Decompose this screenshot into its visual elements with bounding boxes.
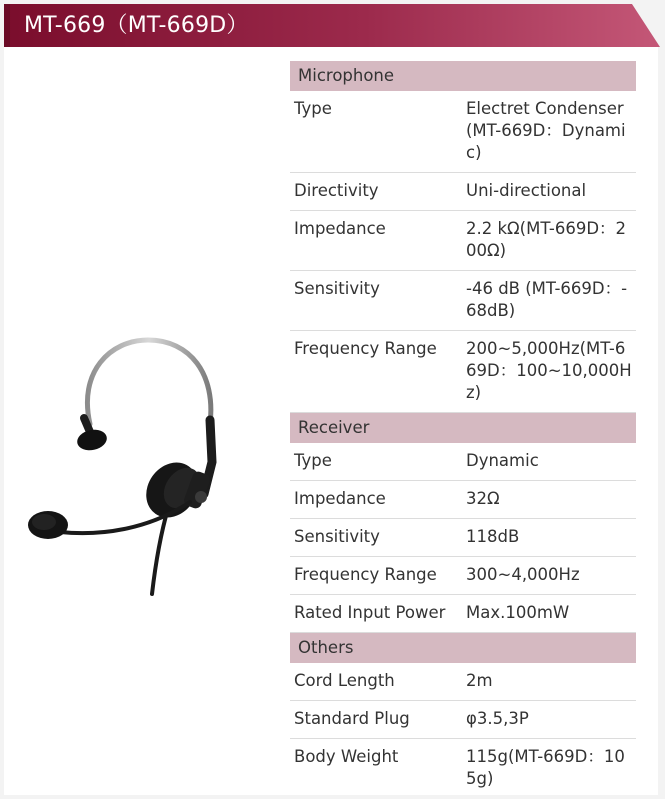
spec-row	[290, 211, 636, 271]
spec-table	[290, 61, 636, 798]
spec-value: 2.2 kΩ(MT-669D：200Ω)	[460, 211, 636, 271]
spec-value: -46 dB (MT-669D：-68dB)	[460, 271, 636, 331]
spec-value: 300~4,000Hz	[460, 557, 636, 595]
spec-row	[290, 443, 636, 481]
spec-row	[290, 663, 636, 701]
spec-key: Impedance	[290, 211, 460, 271]
section-header	[290, 413, 636, 444]
spec-key: Type	[290, 91, 460, 173]
spec-key: Body Weight	[294, 747, 399, 766]
spec-value: φ3.5,3P	[460, 701, 636, 739]
spec-key: Frequency Range	[290, 557, 460, 595]
spec-value: 2m	[460, 663, 636, 701]
spec-row	[290, 331, 636, 413]
section-header	[290, 633, 636, 664]
page-title: MT-669（MT-669D）	[24, 13, 249, 38]
spec-row	[290, 91, 636, 173]
spec-value: Max.100mW	[460, 595, 636, 633]
spec-key: Sensitivity	[290, 271, 460, 331]
spec-row	[290, 481, 636, 519]
spec-key: Type	[290, 443, 460, 481]
spec-row	[290, 173, 636, 211]
spec-key: Impedance	[290, 481, 460, 519]
section-title: Others	[290, 633, 636, 664]
spec-row	[290, 271, 636, 331]
title-banner	[4, 4, 660, 47]
spec-key: Rated Input Power	[290, 595, 460, 633]
spec-value: Electret Condenser (MT-669D：Dynamic)	[460, 91, 636, 173]
spec-value: Dynamic	[460, 443, 636, 481]
spec-value: 118dB	[460, 519, 636, 557]
spec-row	[290, 519, 636, 557]
spec-key: Directivity	[290, 173, 460, 211]
section-header	[290, 61, 636, 91]
spec-row	[290, 595, 636, 633]
spec-value: Uni-directional	[460, 173, 636, 211]
spec-value: 115g(MT-669D：105g)	[466, 747, 625, 788]
spec-row	[290, 701, 636, 739]
headset-icon	[20, 332, 230, 602]
spec-value: 200~5,000Hz(MT-669D：100~10,000Hz)	[460, 331, 636, 413]
spec-row	[290, 739, 636, 799]
spec-key: Cord Length	[290, 663, 460, 701]
content-card	[4, 47, 658, 795]
spec-key: Frequency Range	[290, 331, 460, 413]
section-title: Microphone	[290, 61, 636, 91]
spec-key: Sensitivity	[290, 519, 460, 557]
spec-key: Standard Plug	[290, 701, 460, 739]
section-title: Receiver	[290, 413, 636, 444]
spec-value: 32Ω	[460, 481, 636, 519]
spec-row	[290, 557, 636, 595]
